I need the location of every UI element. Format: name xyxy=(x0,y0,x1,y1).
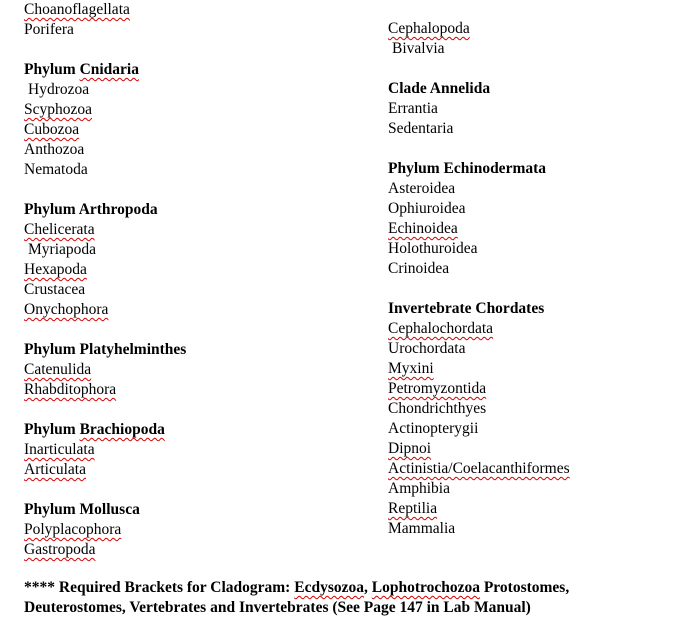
taxon-item xyxy=(24,160,186,180)
taxon-item xyxy=(388,119,570,139)
section-heading xyxy=(24,60,186,80)
blank-line xyxy=(24,320,186,340)
taxon-item xyxy=(388,419,570,439)
line-text: Petromyzontida xyxy=(388,380,487,397)
line-text: Hydrozoa xyxy=(28,81,90,98)
section-heading xyxy=(24,200,186,220)
blank-line xyxy=(388,139,570,159)
left-column xyxy=(24,0,186,560)
section-heading xyxy=(24,420,186,440)
taxon-item xyxy=(24,100,186,120)
line-text: Rhabditophora xyxy=(24,381,117,398)
line-text: Cubozoa xyxy=(24,121,80,138)
line-text: Holothuroidea xyxy=(388,240,478,257)
taxon-item xyxy=(24,380,186,400)
footer-separator: , xyxy=(363,579,372,596)
taxon-item xyxy=(24,220,186,240)
line-text: Polyplacophora xyxy=(24,521,122,538)
blank-line xyxy=(388,279,570,299)
line-text: Bivalvia xyxy=(392,40,445,57)
line-text: Phylum Echinodermata xyxy=(388,160,547,177)
line-text: Urochordata xyxy=(388,340,466,357)
line-text: Catenulida xyxy=(24,361,92,378)
line-text: Myriapoda xyxy=(28,241,97,258)
line-text: Amphibia xyxy=(388,480,450,497)
section-heading xyxy=(24,340,186,360)
line-text: Articulata xyxy=(24,461,86,478)
section-heading xyxy=(388,79,570,99)
blank-line xyxy=(24,40,186,60)
taxon-item xyxy=(24,0,186,20)
taxon-item xyxy=(388,439,570,459)
footer-suffix: Protostomes, Deuterostomes, Vertebrates and Invertebrates (See Page 147 in Lab Manual) xyxy=(24,579,570,616)
line-text: Chelicerata xyxy=(24,221,95,238)
line-text: Choanoflagellata xyxy=(24,1,130,18)
taxon-item xyxy=(24,140,186,160)
footer-term-lophotrochozoa: Lophotrochozoa xyxy=(371,579,480,596)
taxon-item xyxy=(388,219,570,239)
line-text: Phylum Arthropoda xyxy=(24,201,158,218)
line-text: Phylum xyxy=(24,421,80,438)
line-text-tail: Brachiopoda xyxy=(79,421,165,438)
taxon-item xyxy=(388,19,570,39)
taxon-item xyxy=(24,20,186,40)
line-text: Phylum Mollusca xyxy=(24,501,140,518)
section-heading xyxy=(24,500,186,520)
taxon-item xyxy=(388,239,570,259)
line-text: Nematoda xyxy=(24,161,88,178)
blank-line xyxy=(388,59,570,79)
taxon-item xyxy=(24,460,186,480)
taxon-item xyxy=(24,120,186,140)
taxon-item xyxy=(388,199,570,219)
footer-prefix: **** Required Brackets for Cladogram: xyxy=(24,579,295,596)
footer-term-ecdysozoa: Ecdysozoa xyxy=(294,579,364,596)
line-text: Porifera xyxy=(24,21,74,38)
line-text: Crustacea xyxy=(24,281,86,298)
taxon-item xyxy=(388,519,570,539)
blank-line xyxy=(24,480,186,500)
line-text: Sedentaria xyxy=(388,120,454,137)
line-text: Reptilia xyxy=(388,500,438,517)
line-text: Actinistia/Coelacanthiformes xyxy=(388,460,570,477)
taxon-item xyxy=(388,399,570,419)
line-text: Gastropoda xyxy=(24,541,96,558)
taxon-item xyxy=(24,360,186,380)
line-text: Clade Annelida xyxy=(388,80,491,97)
taxon-item xyxy=(24,520,186,540)
taxon-item xyxy=(388,379,570,399)
footer-note xyxy=(24,578,674,618)
line-text: Actinopterygii xyxy=(388,420,479,437)
taxon-item xyxy=(388,459,570,479)
line-text: Phylum xyxy=(24,61,80,78)
taxon-item xyxy=(388,479,570,499)
taxon-item xyxy=(24,540,186,560)
taxon-item xyxy=(388,339,570,359)
line-text: Errantia xyxy=(388,100,438,117)
taxon-item xyxy=(24,280,186,300)
line-text: Anthozoa xyxy=(24,141,85,158)
line-text-tail: Cnidaria xyxy=(79,61,139,78)
line-text: Crinoidea xyxy=(388,260,450,277)
taxon-item xyxy=(388,359,570,379)
taxon-item xyxy=(24,440,186,460)
blank-line xyxy=(24,180,186,200)
line-text: Invertebrate Chordates xyxy=(388,300,545,317)
line-text: Mammalia xyxy=(388,520,456,537)
line-text: Ophiuroidea xyxy=(388,200,466,217)
line-text: Phylum Platyhelminthes xyxy=(24,341,187,358)
section-heading xyxy=(388,299,570,319)
line-text: Dipnoi xyxy=(388,440,432,457)
line-text: Chondrichthyes xyxy=(388,400,487,417)
taxon-item xyxy=(24,300,186,320)
line-text: Cephalopoda xyxy=(388,20,470,37)
taxon-item xyxy=(388,179,570,199)
taxon-item xyxy=(388,319,570,339)
taxon-item xyxy=(388,259,570,279)
line-text: Cephalochordata xyxy=(388,320,494,337)
line-text: Onychophora xyxy=(24,301,109,318)
taxon-item xyxy=(24,80,186,100)
line-text: Scyphozoa xyxy=(24,101,93,118)
line-text: Hexapoda xyxy=(24,261,87,278)
taxon-item xyxy=(388,99,570,119)
taxon-item xyxy=(388,499,570,519)
right-column xyxy=(388,19,570,539)
taxon-item xyxy=(24,260,186,280)
section-heading xyxy=(388,159,570,179)
line-text: Inarticulata xyxy=(24,441,95,458)
line-text: Echinoidea xyxy=(388,220,458,237)
taxon-item xyxy=(388,39,570,59)
blank-line xyxy=(24,400,186,420)
line-text: Asteroidea xyxy=(388,180,456,197)
taxon-item xyxy=(24,240,186,260)
line-text: Myxini xyxy=(388,360,434,377)
